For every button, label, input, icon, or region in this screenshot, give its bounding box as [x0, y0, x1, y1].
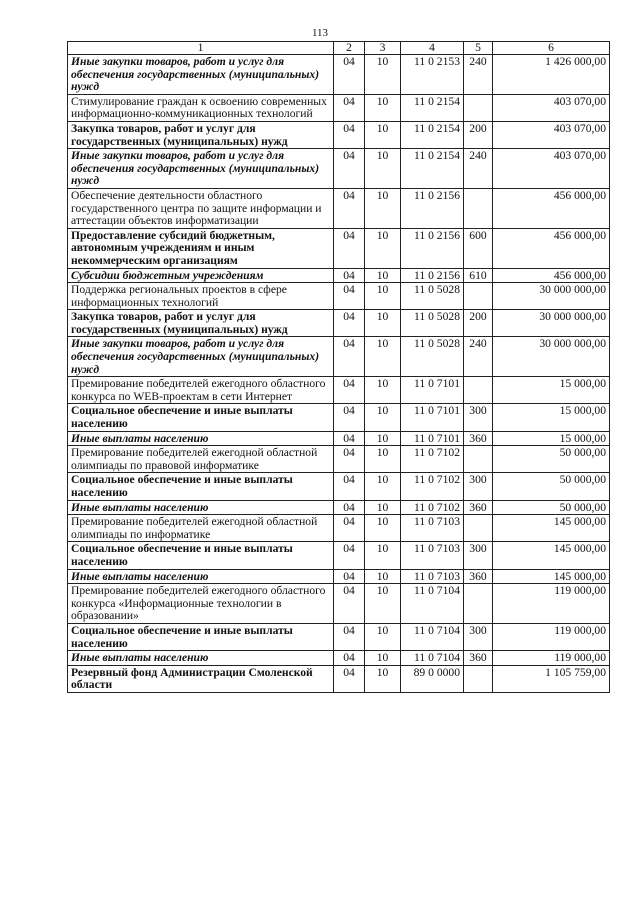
table-row [68, 515, 610, 542]
row-expense-type: 200 [464, 121, 493, 148]
row-name: Социальное обеспечение и иные выплаты населению [68, 473, 334, 500]
row-article: 11 0 2156 [401, 188, 464, 228]
table-row [68, 310, 610, 337]
row-amount: 1 105 759,00 [493, 665, 610, 692]
row-amount: 119 000,00 [493, 584, 610, 624]
row-name: Предоставление субсидий бюджетным, автономным учреждениям и иным некоммерческим организациям [68, 228, 334, 268]
row-subsection: 10 [365, 310, 401, 337]
table-row [68, 149, 610, 189]
row-expense-type: 300 [464, 473, 493, 500]
row-subsection: 10 [365, 121, 401, 148]
row-article: 11 0 2154 [401, 149, 464, 189]
row-subsection: 10 [365, 55, 401, 95]
row-amount: 456 000,00 [493, 188, 610, 228]
table-body [68, 55, 610, 693]
row-name: Иные закупки товаров, работ и услуг для обеспечения государственных (муниципальных) нужд [68, 55, 334, 95]
row-subsection: 10 [365, 94, 401, 121]
row-amount: 145 000,00 [493, 569, 610, 584]
table-row [68, 94, 610, 121]
page-number: 113 [311, 27, 329, 39]
header-col-5: 5 [464, 42, 493, 55]
row-expense-type [464, 94, 493, 121]
table-row [68, 542, 610, 569]
row-subsection: 10 [365, 473, 401, 500]
row-expense-type: 360 [464, 431, 493, 446]
row-article: 11 0 7104 [401, 651, 464, 666]
row-name: Социальное обеспечение и иные выплаты населению [68, 623, 334, 650]
row-section: 04 [334, 446, 365, 473]
row-article: 11 0 7102 [401, 500, 464, 515]
row-article: 11 0 2153 [401, 55, 464, 95]
row-expense-type: 240 [464, 337, 493, 377]
row-subsection: 10 [365, 337, 401, 377]
row-section: 04 [334, 404, 365, 431]
table-header-row [68, 42, 610, 55]
row-name: Иные закупки товаров, работ и услуг для обеспечения государственных (муниципальных) нужд [68, 149, 334, 189]
row-section: 04 [334, 149, 365, 189]
row-name: Иные выплаты населению [68, 569, 334, 584]
table-row [68, 121, 610, 148]
row-name: Закупка товаров, работ и услуг для государственных (муниципальных) нужд [68, 121, 334, 148]
row-article: 11 0 7101 [401, 431, 464, 446]
row-amount: 456 000,00 [493, 268, 610, 283]
table-row [68, 569, 610, 584]
row-section: 04 [334, 377, 365, 404]
row-name: Стимулирование граждан к освоению современных информационно-коммуникационных технологий [68, 94, 334, 121]
row-expense-type: 240 [464, 149, 493, 189]
row-name: Премирование победителей ежегодного областного конкурса «Информационные технологии в образовании» [68, 584, 334, 624]
row-expense-type: 360 [464, 500, 493, 515]
row-expense-type: 360 [464, 569, 493, 584]
row-amount: 50 000,00 [493, 473, 610, 500]
row-section: 04 [334, 665, 365, 692]
row-subsection: 10 [365, 404, 401, 431]
row-section: 04 [334, 500, 365, 515]
table-row [68, 473, 610, 500]
row-expense-type: 600 [464, 228, 493, 268]
row-name: Социальное обеспечение и иные выплаты населению [68, 404, 334, 431]
row-amount: 119 000,00 [493, 623, 610, 650]
row-section: 04 [334, 188, 365, 228]
row-subsection: 10 [365, 569, 401, 584]
row-name: Премирование победителей ежегодной областной олимпиады по информатике [68, 515, 334, 542]
row-subsection: 10 [365, 188, 401, 228]
row-expense-type: 300 [464, 404, 493, 431]
table-row [68, 446, 610, 473]
row-subsection: 10 [365, 446, 401, 473]
row-article: 11 0 2154 [401, 121, 464, 148]
table-row [68, 268, 610, 283]
row-subsection: 10 [365, 283, 401, 310]
row-subsection: 10 [365, 515, 401, 542]
row-amount: 30 000 000,00 [493, 337, 610, 377]
table-row [68, 377, 610, 404]
row-name: Субсидии бюджетным учреждениям [68, 268, 334, 283]
row-amount: 145 000,00 [493, 542, 610, 569]
table-row [68, 651, 610, 666]
row-article: 89 0 0000 [401, 665, 464, 692]
row-amount: 403 070,00 [493, 149, 610, 189]
row-expense-type: 300 [464, 623, 493, 650]
row-section: 04 [334, 584, 365, 624]
row-expense-type: 300 [464, 542, 493, 569]
table-row [68, 228, 610, 268]
row-article: 11 0 2154 [401, 94, 464, 121]
table-row [68, 665, 610, 692]
row-subsection: 10 [365, 228, 401, 268]
row-name: Иные закупки товаров, работ и услуг для обеспечения государственных (муниципальных) нужд [68, 337, 334, 377]
row-section: 04 [334, 431, 365, 446]
row-expense-type: 240 [464, 55, 493, 95]
row-amount: 30 000 000,00 [493, 283, 610, 310]
row-article: 11 0 7101 [401, 377, 464, 404]
row-name: Социальное обеспечение и иные выплаты населению [68, 542, 334, 569]
row-article: 11 0 5028 [401, 283, 464, 310]
row-section: 04 [334, 283, 365, 310]
row-name: Резервный фонд Администрации Смоленской области [68, 665, 334, 692]
row-article: 11 0 7102 [401, 473, 464, 500]
row-subsection: 10 [365, 542, 401, 569]
row-name: Иные выплаты населению [68, 651, 334, 666]
row-amount: 145 000,00 [493, 515, 610, 542]
row-expense-type: 200 [464, 310, 493, 337]
row-subsection: 10 [365, 584, 401, 624]
row-article: 11 0 7101 [401, 404, 464, 431]
row-subsection: 10 [365, 149, 401, 189]
row-amount: 403 070,00 [493, 94, 610, 121]
row-amount: 15 000,00 [493, 404, 610, 431]
row-article: 11 0 7102 [401, 446, 464, 473]
row-amount: 456 000,00 [493, 228, 610, 268]
table-row [68, 55, 610, 95]
row-section: 04 [334, 228, 365, 268]
budget-table [67, 41, 610, 693]
row-amount: 15 000,00 [493, 431, 610, 446]
row-name: Обеспечение деятельности областного государственного центра по защите информации и аттестации объектов информатизации [68, 188, 334, 228]
row-amount: 15 000,00 [493, 377, 610, 404]
row-expense-type [464, 446, 493, 473]
row-amount: 30 000 000,00 [493, 310, 610, 337]
row-section: 04 [334, 569, 365, 584]
row-subsection: 10 [365, 623, 401, 650]
table-row [68, 188, 610, 228]
table-row [68, 337, 610, 377]
row-expense-type: 360 [464, 651, 493, 666]
row-expense-type [464, 665, 493, 692]
row-subsection: 10 [365, 665, 401, 692]
row-section: 04 [334, 55, 365, 95]
row-section: 04 [334, 473, 365, 500]
row-article: 11 0 2156 [401, 268, 464, 283]
row-subsection: 10 [365, 268, 401, 283]
header-col-6: 6 [493, 42, 610, 55]
row-article: 11 0 7103 [401, 542, 464, 569]
row-section: 04 [334, 651, 365, 666]
row-article: 11 0 2156 [401, 228, 464, 268]
row-section: 04 [334, 94, 365, 121]
row-subsection: 10 [365, 500, 401, 515]
header-col-2: 2 [334, 42, 365, 55]
row-subsection: 10 [365, 651, 401, 666]
row-section: 04 [334, 515, 365, 542]
row-name: Премирование победителей ежегодного областного конкурса по WEB-проектам в сети Интернет [68, 377, 334, 404]
header-col-4: 4 [401, 42, 464, 55]
row-name: Иные выплаты населению [68, 500, 334, 515]
row-amount: 119 000,00 [493, 651, 610, 666]
row-amount: 50 000,00 [493, 500, 610, 515]
row-expense-type [464, 515, 493, 542]
table-row [68, 623, 610, 650]
row-section: 04 [334, 623, 365, 650]
row-amount: 50 000,00 [493, 446, 610, 473]
table-row [68, 404, 610, 431]
table-row [68, 500, 610, 515]
row-subsection: 10 [365, 431, 401, 446]
table-row [68, 431, 610, 446]
row-amount: 403 070,00 [493, 121, 610, 148]
header-col-3: 3 [365, 42, 401, 55]
row-name: Закупка товаров, работ и услуг для государственных (муниципальных) нужд [68, 310, 334, 337]
row-article: 11 0 5028 [401, 337, 464, 377]
row-name: Премирование победителей ежегодной областной олимпиады по правовой информатике [68, 446, 334, 473]
row-section: 04 [334, 310, 365, 337]
row-section: 04 [334, 542, 365, 569]
row-expense-type [464, 377, 493, 404]
table-row [68, 584, 610, 624]
row-name: Иные выплаты населению [68, 431, 334, 446]
row-article: 11 0 7103 [401, 515, 464, 542]
header-col-1: 1 [68, 42, 334, 55]
row-section: 04 [334, 337, 365, 377]
row-article: 11 0 7103 [401, 569, 464, 584]
row-expense-type [464, 584, 493, 624]
row-name: Поддержка региональных проектов в сфере информационных технологий [68, 283, 334, 310]
row-section: 04 [334, 268, 365, 283]
row-article: 11 0 7104 [401, 584, 464, 624]
row-amount: 1 426 000,00 [493, 55, 610, 95]
row-expense-type [464, 283, 493, 310]
row-expense-type: 610 [464, 268, 493, 283]
row-subsection: 10 [365, 377, 401, 404]
table-row [68, 283, 610, 310]
row-expense-type [464, 188, 493, 228]
row-article: 11 0 7104 [401, 623, 464, 650]
row-article: 11 0 5028 [401, 310, 464, 337]
row-section: 04 [334, 121, 365, 148]
